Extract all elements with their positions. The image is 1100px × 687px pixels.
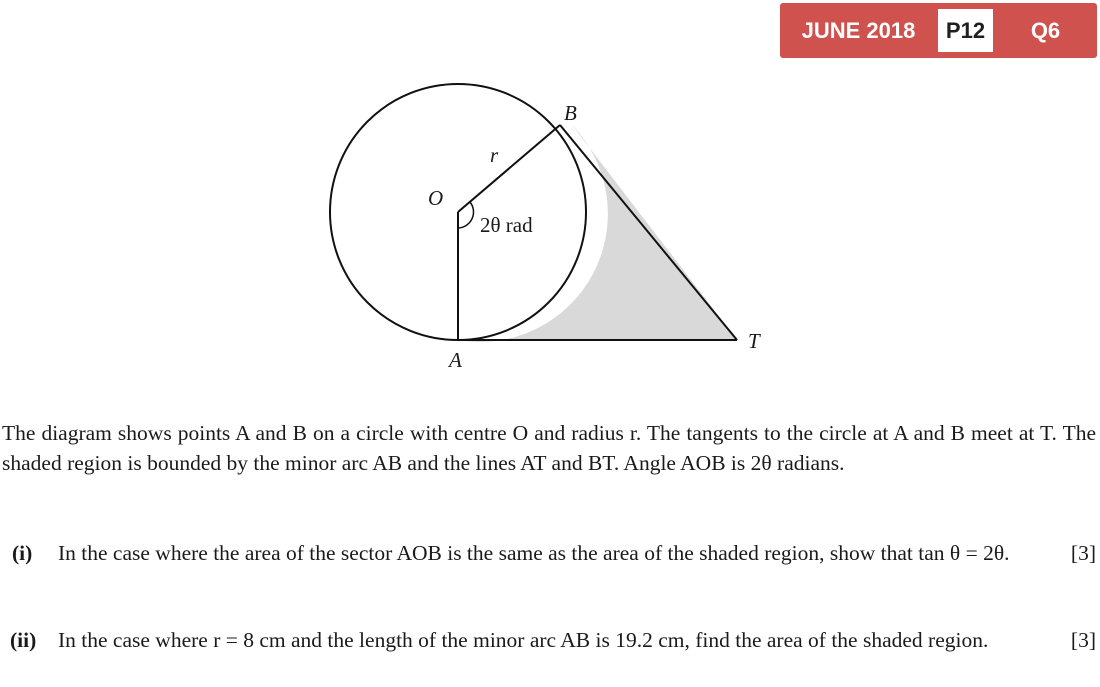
question-intro: The diagram shows points A and B on a circle with centre O and radius r. The tangents to the circle at A and B meet at T. The shaded region is bounded by the minor arc AB and the lines AT and BT. Angle AOB is 2θ radians.: [2, 421, 1096, 475]
label-o: O: [428, 186, 444, 210]
radius-ob: [458, 125, 560, 212]
part-number: (ii): [10, 628, 37, 652]
exam-reference-badge: [780, 3, 1097, 58]
label-angle: 2θ rad: [480, 213, 533, 237]
question-part-i: [12, 538, 1096, 568]
exam-session-label: JUNE 2018: [801, 18, 916, 43]
part-marks: [3]: [1070, 541, 1096, 565]
part-number: (i): [12, 541, 33, 565]
part-text: In the case where r = 8 cm and the length of the minor arc AB is 19.2 cm, find the area of the shaded region.: [58, 628, 989, 652]
question-part-ii: [12, 625, 1096, 655]
question-number-label: Q6: [1030, 18, 1061, 43]
label-b: B: [564, 101, 577, 125]
label-a: A: [449, 348, 462, 372]
label-r: r: [490, 143, 499, 167]
part-marks: [3]: [1070, 628, 1096, 652]
label-t: T: [748, 329, 760, 353]
geometry-diagram: [0, 60, 1100, 390]
part-text: In the case where the area of the sector AOB is the same as the area of the shaded region, show that tan θ = 2θ.: [58, 541, 1010, 565]
paper-number-label: P12: [938, 9, 993, 52]
